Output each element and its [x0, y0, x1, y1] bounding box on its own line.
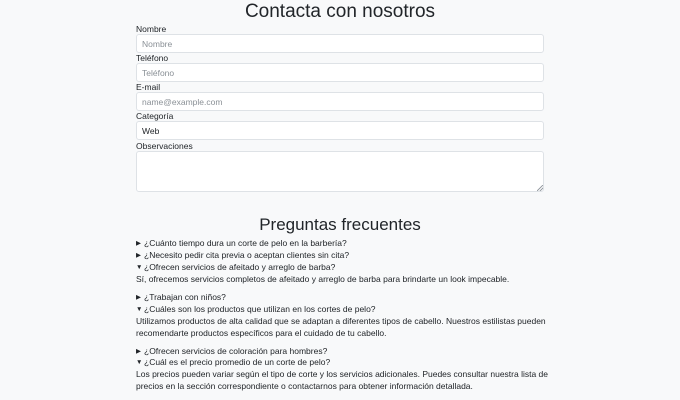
name-input[interactable]: [136, 34, 544, 53]
category-select[interactable]: [136, 121, 544, 140]
name-label: Nombre: [136, 24, 167, 34]
disclosure-closed-icon: ▶: [136, 294, 141, 301]
faq-question-text: ¿Cuáles son los productos que utilizan en los cortes de pelo?: [144, 304, 376, 314]
faq-question-text: ¿Trabajan con niños?: [144, 292, 226, 302]
faq-question[interactable]: [136, 238, 347, 249]
faq-answer: Los precios pueden variar según el tipo de corte y los servicios adicionales. Puedes consultar nuestra lista de precios en la sección correspondiente o contactarnos para obtener información detallada.: [136, 369, 549, 391]
notes-label: Observaciones: [136, 141, 193, 151]
page-title: Contacta con nosotros: [244, 1, 436, 22]
faq-question[interactable]: [136, 346, 327, 357]
disclosure-closed-icon: ▶: [136, 240, 141, 247]
email-label: E-mail: [136, 82, 161, 92]
phone-input[interactable]: [136, 63, 544, 82]
faq-answer: Utilizamos productos de alta calidad que se adaptan a diferentes tipos de cabello. Nuestros estilistas pueden recomendarte productos específicos para el cuidado de tu cabello.: [136, 316, 546, 338]
notes-textarea[interactable]: [136, 151, 544, 192]
phone-label: Teléfono: [136, 53, 169, 63]
category-label: Categoría: [136, 111, 174, 121]
disclosure-open-icon: ▼: [136, 359, 143, 366]
faq-question-text: ¿Ofrecen servicios de afeitado y arreglo de barba?: [144, 262, 336, 272]
resize-handle-icon[interactable]: [537, 185, 543, 191]
faq-question[interactable]: [136, 357, 330, 368]
faq-answer: Sí, ofrecemos servicios completos de afeitado y arreglo de barba para brindarte un look impecable.: [136, 274, 510, 284]
disclosure-open-icon: ▼: [136, 264, 143, 271]
faq-title: Preguntas frecuentes: [259, 215, 421, 234]
faq-question[interactable]: [136, 304, 376, 315]
faq-question[interactable]: [136, 250, 349, 261]
faq-question[interactable]: [136, 292, 226, 303]
disclosure-open-icon: ▼: [136, 306, 143, 313]
disclosure-closed-icon: ▶: [136, 252, 141, 259]
faq-question-text: ¿Necesito pedir cita previa o aceptan clientes sin cita?: [144, 250, 350, 260]
faq-question[interactable]: [136, 262, 335, 273]
email-input[interactable]: [136, 92, 544, 111]
faq-question-text: ¿Ofrecen servicios de coloración para hombres?: [144, 346, 328, 356]
faq-question-text: ¿Cuánto tiempo dura un corte de pelo en la barbería?: [144, 238, 347, 248]
disclosure-closed-icon: ▶: [136, 348, 141, 355]
faq-question-text: ¿Cuál es el precio promedio de un corte de pelo?: [144, 357, 331, 367]
